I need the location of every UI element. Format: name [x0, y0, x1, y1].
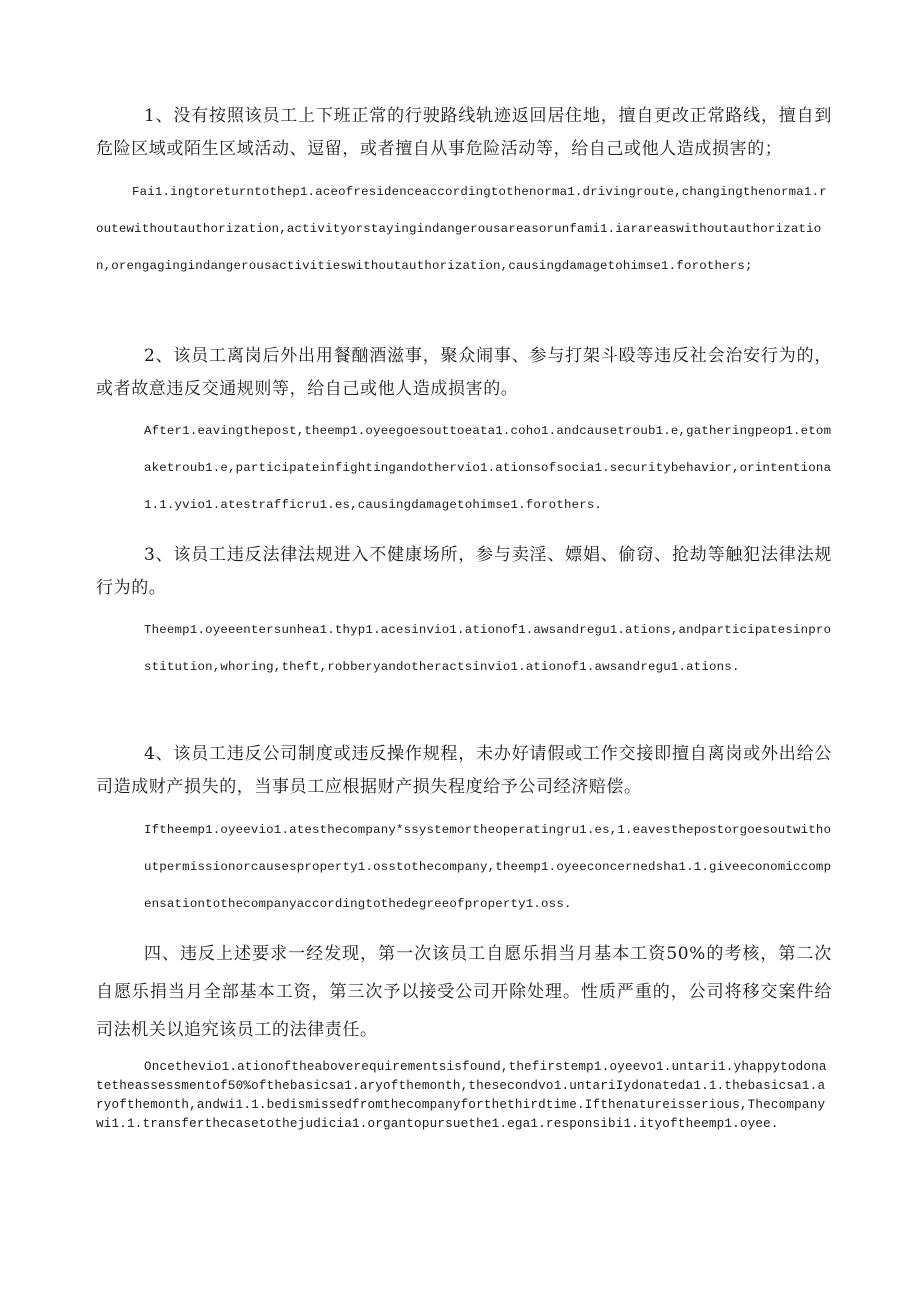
section-4-penalty-english: Oncethevio1.ationoftheaboverequirementsisfound,thefirstemp1.oyeevo1.untari1.yhappytodonatetheassessmentof50%ofthebasicsa1.aryofthemonth,thesecondvo1.untariIydonateda1.1.thebasicsa1.aryofthemonth,andwi1.1.bedismissedfromthecompanyforthethirdtime.Ifthenatureisserious,Thecompanywi1.1.transferthecasetothejudicia1.organtopursuethe1.ega1.responsibi1.ityoftheemp1.oyee.	[96, 1060, 827, 1131]
clause-2-chinese: 2、该员工离岗后外出用餐酗酒滋事，聚众闹事、参与打架斗殴等违反社会治安行为的，或者故意违反交通规则等，给自己或他人造成损害的。	[96, 346, 832, 399]
clause-3-chinese: 3、该员工违反法律法规进入不健康场所，参与卖淫、嫖娼、偷窃、抢劫等触犯法律法规行为的。	[96, 545, 832, 598]
clause-1-chinese: 1、没有按照该员工上下班正常的行驶路线轨迹返回居住地，擅自更改正常路线，擅自到危险区域或陌生区域活动、逗留，或者擅自从事危险活动等，给自己或他人造成损害的；	[96, 106, 832, 159]
clause-4-chinese: 4、该员工违反公司制度或违反操作规程，未办好请假或工作交接即擅自离岗或外出给公司造成财产损失的，当事员工应根据财产损失程度给予公司经济赔偿。	[96, 744, 832, 797]
clause-4-english: Iftheemp1.oyeevio1.atesthecompany*ssystemortheoperatingru1.es,1.eavesthepostorgoesoutwithoutpermissionorcausesproperty1.osstothecompany,theemp1.oyeeconcernedsha1.1.giveeconomiccompensationtothecompanyaccordingtothedegreeofproperty1.oss.	[144, 823, 832, 911]
section-4-penalty-chinese: 四、违反上述要求一经发现，第一次该员工自愿乐捐当月基本工资50%的考核，第二次自愿乐捐当月全部基本工资，第三次予以接受公司开除处理。性质严重的，公司将移交案件给司法机关以追究该员工的法律责任。	[96, 944, 832, 1040]
clause-2-english: After1.eavingthepost,theemp1.oyeegoesouttoeata1.coho1.andcausetroub1.e,gatheringpeop1.etomaketroub1.e,participateinfightingandothervio1.ationsofsocia1.securitybehavior,orintentiona1.1.yvio1.atestrafficru1.es,causingdamagetohimse1.forothers.	[144, 424, 832, 512]
clause-1-english: Fai1.ingtoreturntothep1.aceofresidenceaccordingtothenorma1.drivingroute,changingthenorma1.routewithoutauthorization,activityorstayingindangerousareasorunfami1.iarareaswithoutauthorization,orengagingindangerousactivitieswithoutauthorization,causingdamagetohimse1.forothers;	[96, 185, 827, 273]
clause-3-english: Theemp1.oyeeentersunhea1.thyp1.acesinvio1.ationof1.awsandregu1.ations,andparticipatesinprostitution,whoring,theft,robberyandotheractsinvio1.ationof1.awsandregu1.ations.	[144, 623, 832, 674]
